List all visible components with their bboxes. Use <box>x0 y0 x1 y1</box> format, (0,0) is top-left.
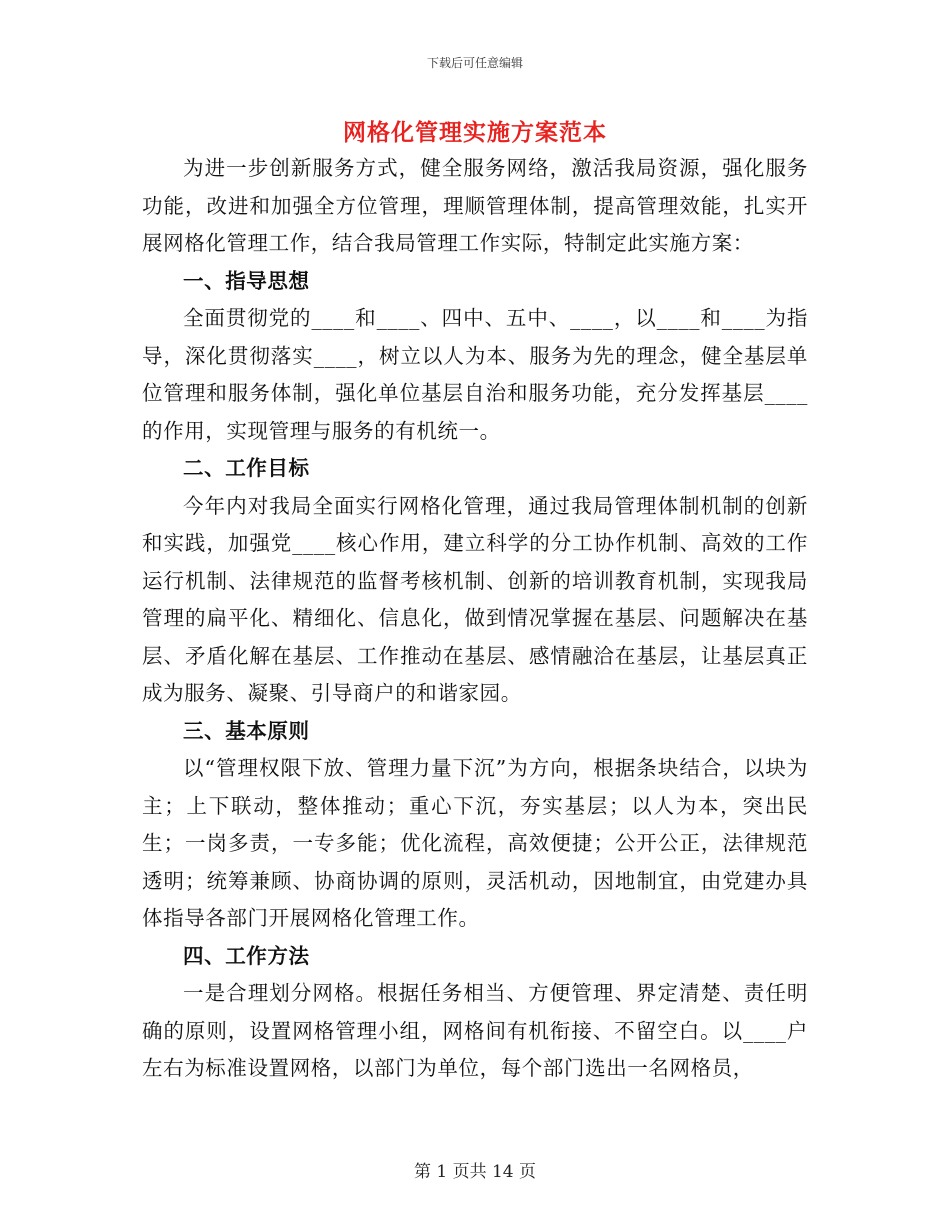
section-heading-work-goals: 二、工作目标 <box>183 456 310 480</box>
page-header: 下载后可任意编辑 <box>426 56 523 70</box>
document-title: 网格化管理实施方案范本 <box>343 119 607 146</box>
section-body-basic-principles: 以“管理权限下放、管理力量下沉”为方向，根据条块结合，以块为主；上下联动，整体推动；重心下沉，夯实基层；以人为本，突出民生；一岗多责，一专多能；优化流程，高效便捷；公开公正，法律规范透明；统筹兼顾、协商协调的原则，灵活机动，因地制宜，由党建办具体指导各部门开展网格化管理工作。 <box>142 756 808 930</box>
section-body-guiding-ideology: 全面贯彻党的____和____、四中、五中、____，以____和____为指导，深化贯彻落实____，树立以人为本、服务为先的理念，健全基层单位管理和服务体制，强化单位基层自治和服务功能，充分发挥基层____的作用，实现管理与服务的有机统一。 <box>142 306 808 443</box>
page-number: 第 1 页共 14 页 <box>413 1162 537 1182</box>
section-heading-work-methods: 四、工作方法 <box>183 943 310 968</box>
section-heading-guiding-ideology: 一、指导思想 <box>183 268 310 293</box>
intro-paragraph: 为进一步创新服务方式，健全服务网络，激活我局资源，强化服务功能，改进和加强全方位管理，理顺管理体制，提高管理效能，扎实开展网格化管理工作，结合我局管理工作实际，特制定此实施方案： <box>142 156 808 255</box>
section-body-work-goals: 今年内对我局全面实行网格化管理，通过我局管理体制机制的创新和实践，加强党____核心作用，建立科学的分工协作机制、高效的工作运行机制、法律规范的监督考核机制、创新的培训教育机制，实现我局管理的扁平化、精细化、信息化，做到情况掌握在基层、问题解决在基层、矛盾化解在基层、工作推动在基层、感情融洽在基层，让基层真正成为服务、凝聚、引导商户的和谐家园。 <box>142 493 808 705</box>
section-body-work-methods: 一是合理划分网格。根据任务相当、方便管理、界定清楚、责任明确的原则，设置网格管理小组，网格间有机衔接、不留空白。以____户左右为标准设置网格，以部门为单位，每个部门选出一名网格员， <box>142 981 808 1080</box>
document-body <box>142 150 808 1088</box>
section-heading-basic-principles: 三、基本原则 <box>183 718 310 743</box>
